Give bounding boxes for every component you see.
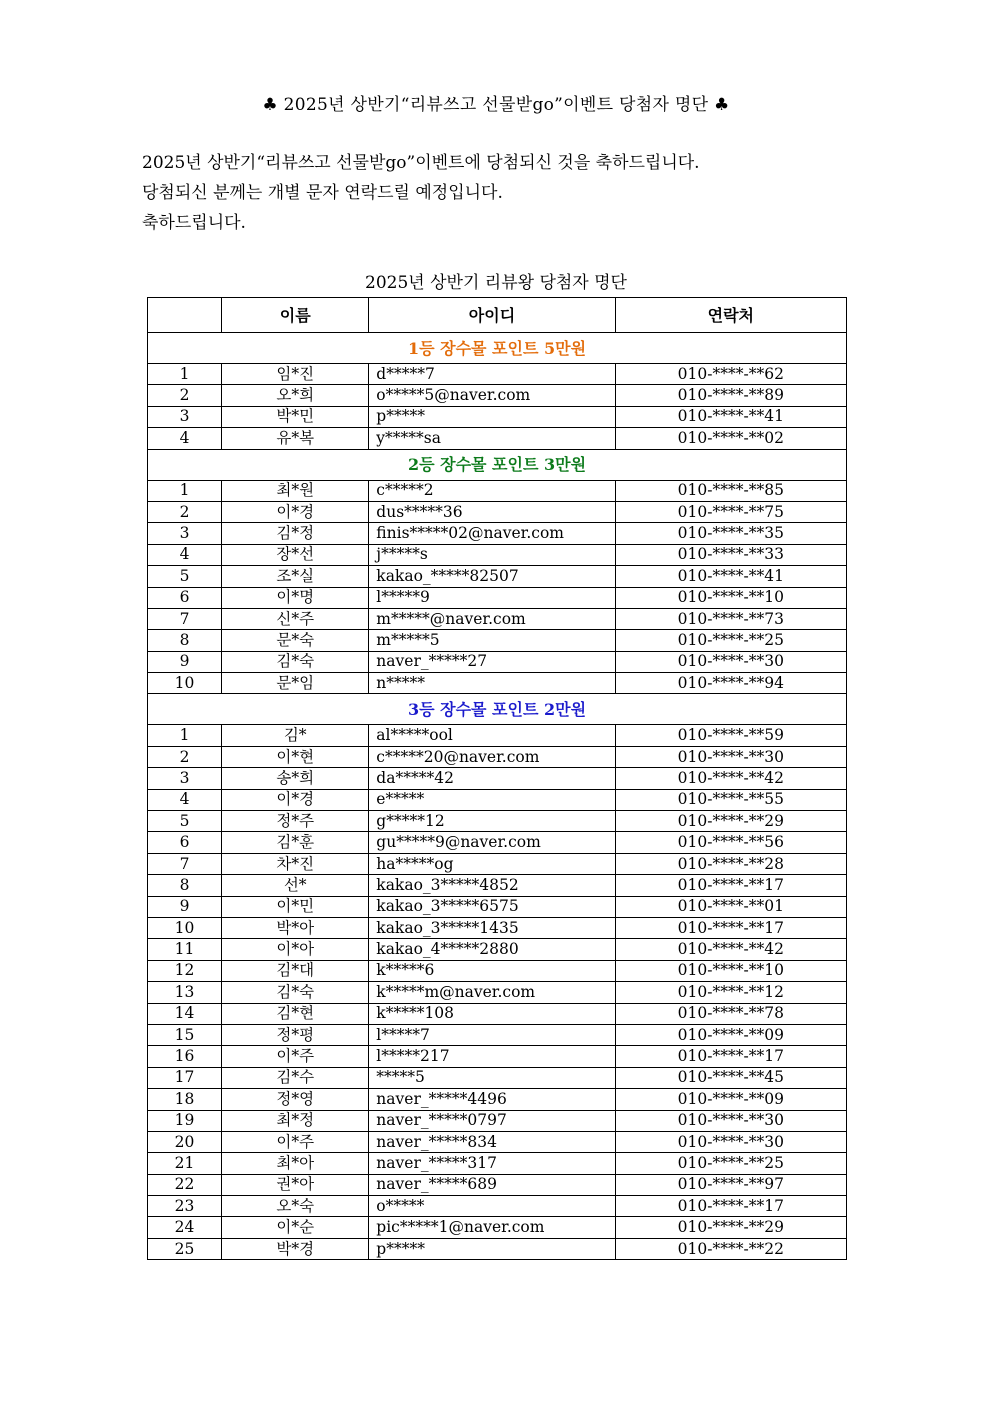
winner-id: p*****: [369, 1238, 615, 1259]
row-number: 14: [148, 1003, 222, 1024]
row-number: 2: [148, 746, 222, 767]
winner-id: naver_*****689: [369, 1174, 615, 1195]
winner-id: naver_*****317: [369, 1153, 615, 1174]
winner-id: al*****ool: [369, 725, 615, 746]
winner-contact: 010-****-**28: [615, 853, 846, 874]
winner-id: y*****sa: [369, 428, 615, 449]
row-number: 10: [148, 673, 222, 694]
winner-name: 임*진: [222, 364, 369, 385]
winner-id: o*****5@naver.com: [369, 385, 615, 406]
tier-header-row: [148, 449, 847, 480]
table-row: [148, 1024, 847, 1045]
header-number: [148, 298, 222, 333]
winner-name: 김*대: [222, 960, 369, 981]
winner-id: *****5: [369, 1067, 615, 1088]
table-row: [148, 1174, 847, 1195]
winner-id: j*****s: [369, 544, 615, 565]
row-number: 10: [148, 917, 222, 938]
table-row: [148, 630, 847, 651]
row-number: 8: [148, 875, 222, 896]
row-number: 17: [148, 1067, 222, 1088]
row-number: 2: [148, 385, 222, 406]
winner-id: naver_*****834: [369, 1131, 615, 1152]
table-row: [148, 1046, 847, 1067]
winner-name: 신*주: [222, 608, 369, 629]
winner-name: 김*수: [222, 1067, 369, 1088]
tier-label: 1등 장수몰 포인트 5만원: [148, 333, 847, 364]
winner-contact: 010-****-**59: [615, 725, 846, 746]
header-name: 이름: [222, 298, 369, 333]
table-row: [148, 1003, 847, 1024]
winner-name: 박*경: [222, 1238, 369, 1259]
table-row: [148, 746, 847, 767]
table-row: [148, 1067, 847, 1088]
winner-id: kakao_3*****1435: [369, 917, 615, 938]
winner-contact: 010-****-**01: [615, 896, 846, 917]
tier-header-row: [148, 333, 847, 364]
row-number: 15: [148, 1024, 222, 1045]
winner-contact: 010-****-**75: [615, 501, 846, 522]
table-header-row: [148, 298, 847, 333]
intro-text: [142, 149, 862, 239]
winner-id: l*****9: [369, 587, 615, 608]
winner-id: c*****2: [369, 480, 615, 501]
table-row: [148, 1131, 847, 1152]
winner-id: e*****: [369, 789, 615, 810]
winner-contact: 010-****-**29: [615, 1217, 846, 1238]
winner-name: 문*숙: [222, 630, 369, 651]
tier-label: 2등 장수몰 포인트 3만원: [148, 449, 847, 480]
winner-name: 오*숙: [222, 1196, 369, 1217]
winner-name: 박*아: [222, 917, 369, 938]
winner-name: 이*현: [222, 746, 369, 767]
winner-name: 조*실: [222, 566, 369, 587]
row-number: 6: [148, 587, 222, 608]
row-number: 1: [148, 725, 222, 746]
winner-id: naver_*****0797: [369, 1110, 615, 1131]
winner-contact: 010-****-**35: [615, 523, 846, 544]
winner-id: k*****m@naver.com: [369, 982, 615, 1003]
winner-contact: 010-****-**22: [615, 1238, 846, 1259]
winner-contact: 010-****-**45: [615, 1067, 846, 1088]
row-number: 23: [148, 1196, 222, 1217]
row-number: 8: [148, 630, 222, 651]
winner-contact: 010-****-**17: [615, 917, 846, 938]
winner-contact: 010-****-**09: [615, 1024, 846, 1045]
winner-name: 이*주: [222, 1131, 369, 1152]
row-number: 1: [148, 364, 222, 385]
row-number: 20: [148, 1131, 222, 1152]
winner-contact: 010-****-**29: [615, 811, 846, 832]
intro-line: 당첨되신 분께는 개별 문자 연락드릴 예정입니다.: [142, 183, 503, 203]
winner-name: 정*영: [222, 1089, 369, 1110]
winner-name: 유*복: [222, 428, 369, 449]
row-number: 25: [148, 1238, 222, 1259]
row-number: 12: [148, 960, 222, 981]
winner-id: kakao_4*****2880: [369, 939, 615, 960]
winner-id: m*****5: [369, 630, 615, 651]
winner-contact: 010-****-**17: [615, 1196, 846, 1217]
header-id: 아이디: [369, 298, 615, 333]
row-number: 1: [148, 480, 222, 501]
winner-id: g*****12: [369, 811, 615, 832]
winner-name: 장*선: [222, 544, 369, 565]
table-title: 2025년 상반기 리뷰왕 당첨자 명단: [365, 273, 627, 293]
table-row: [148, 385, 847, 406]
table-row: [148, 566, 847, 587]
winner-name: 문*임: [222, 673, 369, 694]
winners-body: [148, 333, 847, 1260]
winner-id: n*****: [369, 673, 615, 694]
row-number: 3: [148, 406, 222, 427]
winner-id: dus*****36: [369, 501, 615, 522]
table-row: [148, 1110, 847, 1131]
winner-name: 최*정: [222, 1110, 369, 1131]
winner-id: naver_*****4496: [369, 1089, 615, 1110]
row-number: 16: [148, 1046, 222, 1067]
winner-name: 정*평: [222, 1024, 369, 1045]
winners-table: [147, 297, 847, 1260]
winner-name: 이*순: [222, 1217, 369, 1238]
winner-contact: 010-****-**41: [615, 566, 846, 587]
table-row: [148, 406, 847, 427]
winner-contact: 010-****-**10: [615, 960, 846, 981]
winner-name: 이*아: [222, 939, 369, 960]
table-row: [148, 832, 847, 853]
table-row: [148, 789, 847, 810]
winner-name: 김*훈: [222, 832, 369, 853]
winner-id: k*****6: [369, 960, 615, 981]
row-number: 11: [148, 939, 222, 960]
winner-name: 이*명: [222, 587, 369, 608]
winner-contact: 010-****-**41: [615, 406, 846, 427]
row-number: 3: [148, 523, 222, 544]
table-row: [148, 960, 847, 981]
winner-name: 김*: [222, 725, 369, 746]
row-number: 4: [148, 544, 222, 565]
winner-contact: 010-****-**78: [615, 1003, 846, 1024]
row-number: 7: [148, 608, 222, 629]
winner-contact: 010-****-**17: [615, 1046, 846, 1067]
winner-id: l*****7: [369, 1024, 615, 1045]
winner-id: ha*****og: [369, 853, 615, 874]
table-row: [148, 587, 847, 608]
winner-id: p*****: [369, 406, 615, 427]
row-number: 13: [148, 982, 222, 1003]
winner-name: 차*진: [222, 853, 369, 874]
winner-name: 이*주: [222, 1046, 369, 1067]
winner-contact: 010-****-**30: [615, 1131, 846, 1152]
row-number: 2: [148, 501, 222, 522]
winner-id: d*****7: [369, 364, 615, 385]
table-row: [148, 811, 847, 832]
table-row: [148, 1089, 847, 1110]
row-number: 18: [148, 1089, 222, 1110]
table-row: [148, 896, 847, 917]
table-row: [148, 725, 847, 746]
table-row: [148, 875, 847, 896]
winner-name: 김*숙: [222, 651, 369, 672]
table-row: [148, 501, 847, 522]
winner-id: kakao_3*****4852: [369, 875, 615, 896]
winner-contact: 010-****-**25: [615, 1153, 846, 1174]
table-row: [148, 768, 847, 789]
winner-contact: 010-****-**73: [615, 608, 846, 629]
winner-name: 권*아: [222, 1174, 369, 1195]
winner-name: 최*아: [222, 1153, 369, 1174]
table-row: [148, 1238, 847, 1259]
winner-contact: 010-****-**85: [615, 480, 846, 501]
table-row: [148, 428, 847, 449]
table-row: [148, 939, 847, 960]
row-number: 7: [148, 853, 222, 874]
winner-id: l*****217: [369, 1046, 615, 1067]
table-row: [148, 1196, 847, 1217]
row-number: 4: [148, 789, 222, 810]
winner-id: finis*****02@naver.com: [369, 523, 615, 544]
winner-name: 박*민: [222, 406, 369, 427]
winner-id: pic*****1@naver.com: [369, 1217, 615, 1238]
winner-id: gu*****9@naver.com: [369, 832, 615, 853]
winner-contact: 010-****-**56: [615, 832, 846, 853]
winner-name: 최*원: [222, 480, 369, 501]
winner-contact: 010-****-**55: [615, 789, 846, 810]
row-number: 5: [148, 566, 222, 587]
winner-name: 송*희: [222, 768, 369, 789]
winner-contact: 010-****-**62: [615, 364, 846, 385]
winner-contact: 010-****-**30: [615, 651, 846, 672]
table-row: [148, 608, 847, 629]
winner-name: 이*민: [222, 896, 369, 917]
winner-id: kakao_*****82507: [369, 566, 615, 587]
table-row: [148, 1217, 847, 1238]
winner-id: o*****: [369, 1196, 615, 1217]
table-row: [148, 917, 847, 938]
row-number: 19: [148, 1110, 222, 1131]
winner-contact: 010-****-**09: [615, 1089, 846, 1110]
winner-name: 김*숙: [222, 982, 369, 1003]
table-row: [148, 853, 847, 874]
intro-line: 2025년 상반기“리뷰쓰고 선물받go”이벤트에 당첨되신 것을 축하드립니다.: [142, 153, 700, 173]
winner-contact: 010-****-**97: [615, 1174, 846, 1195]
winner-name: 김*정: [222, 523, 369, 544]
intro-line: 축하드립니다.: [142, 213, 246, 233]
row-number: 3: [148, 768, 222, 789]
table-row: [148, 544, 847, 565]
winner-name: 정*주: [222, 811, 369, 832]
table-row: [148, 364, 847, 385]
winner-name: 오*희: [222, 385, 369, 406]
winner-id: kakao_3*****6575: [369, 896, 615, 917]
winner-name: 이*경: [222, 789, 369, 810]
header-contact: 연락처: [615, 298, 846, 333]
winner-contact: 010-****-**94: [615, 673, 846, 694]
row-number: 21: [148, 1153, 222, 1174]
winner-id: k*****108: [369, 1003, 615, 1024]
table-row: [148, 523, 847, 544]
winner-contact: 010-****-**33: [615, 544, 846, 565]
winner-contact: 010-****-**02: [615, 428, 846, 449]
row-number: 6: [148, 832, 222, 853]
winner-contact: 010-****-**42: [615, 768, 846, 789]
row-number: 5: [148, 811, 222, 832]
table-row: [148, 982, 847, 1003]
winner-id: c*****20@naver.com: [369, 746, 615, 767]
winner-contact: 010-****-**42: [615, 939, 846, 960]
tier-label: 3등 장수몰 포인트 2만원: [148, 694, 847, 725]
winner-contact: 010-****-**30: [615, 746, 846, 767]
winner-name: 이*경: [222, 501, 369, 522]
winner-id: naver_*****27: [369, 651, 615, 672]
winner-name: 선*: [222, 875, 369, 896]
row-number: 9: [148, 651, 222, 672]
row-number: 22: [148, 1174, 222, 1195]
winner-id: da*****42: [369, 768, 615, 789]
row-number: 9: [148, 896, 222, 917]
table-row: [148, 480, 847, 501]
winner-contact: 010-****-**12: [615, 982, 846, 1003]
winner-contact: 010-****-**25: [615, 630, 846, 651]
table-row: [148, 1153, 847, 1174]
winner-contact: 010-****-**89: [615, 385, 846, 406]
winner-name: 김*현: [222, 1003, 369, 1024]
table-row: [148, 651, 847, 672]
page-title: ♣ 2025년 상반기“리뷰쓰고 선물받go”이벤트 당첨자 명단 ♣: [262, 95, 730, 115]
row-number: 4: [148, 428, 222, 449]
winner-id: m*****@naver.com: [369, 608, 615, 629]
winner-contact: 010-****-**17: [615, 875, 846, 896]
tier-header-row: [148, 694, 847, 725]
winner-contact: 010-****-**10: [615, 587, 846, 608]
winner-contact: 010-****-**30: [615, 1110, 846, 1131]
row-number: 24: [148, 1217, 222, 1238]
table-row: [148, 673, 847, 694]
